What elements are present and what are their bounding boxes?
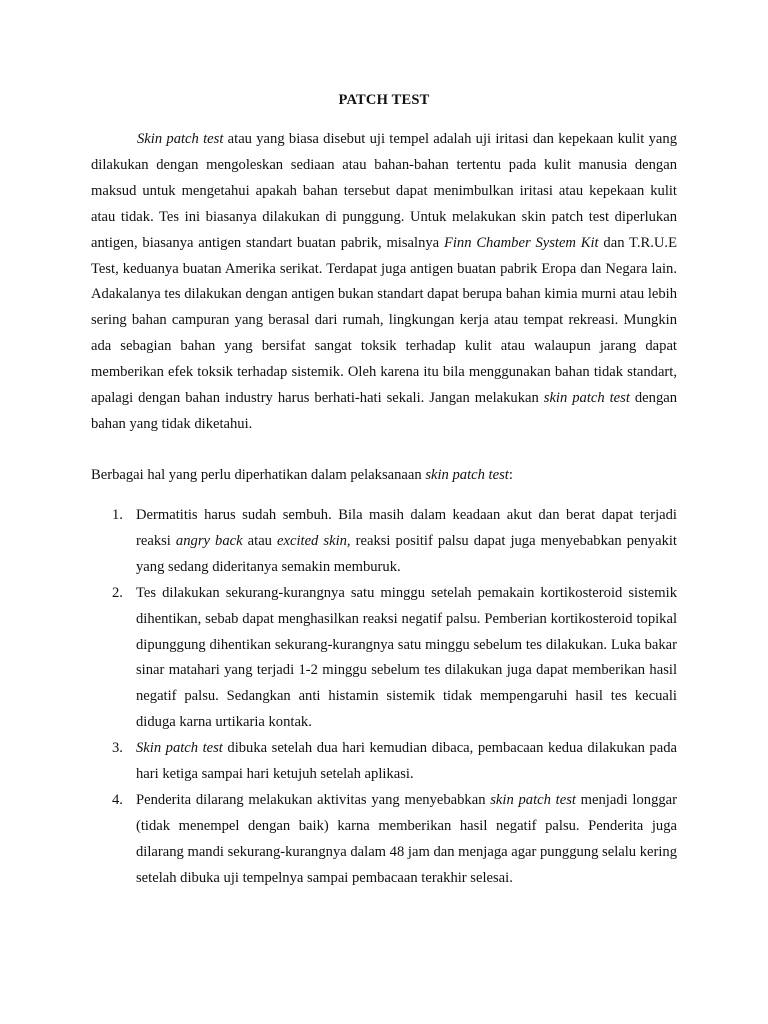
lead-text: Berbagai hal yang perlu diperhatikan dalam pelaksanaan <box>91 467 426 483</box>
list-item <box>91 788 677 892</box>
list-item <box>91 503 677 581</box>
list-item-text: Tes dilakukan sekurang-kurangnya satu minggu setelah pemakain kortikosteroid sistemik dihentikan, sebab dapat menghasilkan reaksi negatif palsu. Pemberian kortikosteroid topikal dipunggung dihentikan sekurang-kurangnya satu minggu sebelum tes dilakukan. Luka bakar sinar matahari yang terjadi 1-2 minggu sebelum tes dilakukan juga dapat memberikan hasil negatif palsu. Sedangkan anti histamin sistemik tidak mempengaruhi hasil tes kecuali diduga karna urtikaria kontak. <box>136 584 677 731</box>
intro-paragraph <box>91 127 677 438</box>
intro-em-3: skin patch test <box>543 390 630 407</box>
list-item-em: Skin patch test <box>136 740 223 757</box>
list-item <box>91 581 677 736</box>
list-item-text: menjadi longgar (tidak menempel dengan baik) karna memberikan hasil negatif palsu. Penderita juga dilarang mandi sekurang-kurangnya dalam 48 jam dan menjaga agar punggung selalu kering setelah dibuka uji tempelnya sampai pembacaan terakhir selesai. <box>136 791 678 886</box>
list-item-number: 1. <box>112 507 123 523</box>
list-item-number: 4. <box>112 791 123 808</box>
list-item-number: 2. <box>112 584 123 601</box>
list-item-text: Dermatitis harus sudah sembuh. Bila masih dalam keadaan akut dan berat dapat terjadi reaksi <box>136 507 677 549</box>
intro-em-2: Finn Chamber System Kit <box>443 234 599 251</box>
list-item-text: dibuka setelah dua hari kemudian dibaca, pembacaan kedua dilakukan pada hari ketiga sampai hari ketujuh setelah aplikasi. <box>136 740 677 783</box>
lead-end: : <box>508 467 513 483</box>
list-item-number: 3. <box>112 740 123 757</box>
list-item-em: angry back <box>175 532 243 549</box>
list-item-text: Penderita dilarang melakukan aktivitas yang menyebabkan <box>136 791 491 808</box>
requirements-list <box>91 503 677 892</box>
intro-text-2: dan T.R.U.E Test, keduanya buatan Amerika serikat. Terdapat juga antigen buatan pabrik Eropa dan Negara lain. Adakalanya tes dilakukan dengan antigen bukan standart dapat berupa bahan kimia murni atau lebih sering bahan campuran yang berasal dari rumah, lingkungan kerja atau tempat rekreasi. Mungkin ada sebagian bahan yang bersifat sangat toksik terhadap kulit atau walaupun jarang dapat memberikan efek toksik terhadap sistemik. Oleh karena itu bila menggunakan bahan tidak standart, apalagi dengan bahan industry harus berhati-hati sekali. Jangan melakukan <box>91 234 678 407</box>
list-item <box>91 736 677 788</box>
page-title: PATCH TEST <box>338 92 430 108</box>
lead-paragraph <box>91 463 677 489</box>
intro-em-1: Skin patch test <box>137 131 224 147</box>
list-item-text: atau <box>242 532 278 549</box>
intro-text-1: atau yang biasa disebut uji tempel adalah uji iritasi dan kepekaan kulit yang dilakukan dengan mengoleskan sediaan atau bahan-bahan tertentu pada kulit manusia dengan maksud untuk mengetahui apakah bahan tersebut dapat menimbulkan iritasi atau kepekaan kulit atau tidak. Tes ini biasanya dilakukan di punggung. Untuk melakukan skin patch test diperlukan antigen, biasanya antigen standart buatan pabrik, misalnya <box>91 131 677 251</box>
intro-text-3: dengan bahan yang tidak diketahui. <box>91 390 678 432</box>
list-item-text: , reaksi positif palsu dapat juga menyebabkan penyakit yang sedang dideritanya semakin memburuk. <box>136 532 677 575</box>
lead-em: skin patch test <box>425 467 509 483</box>
list-item-em: skin patch test <box>490 791 576 808</box>
list-item-em: excited skin <box>277 532 347 549</box>
